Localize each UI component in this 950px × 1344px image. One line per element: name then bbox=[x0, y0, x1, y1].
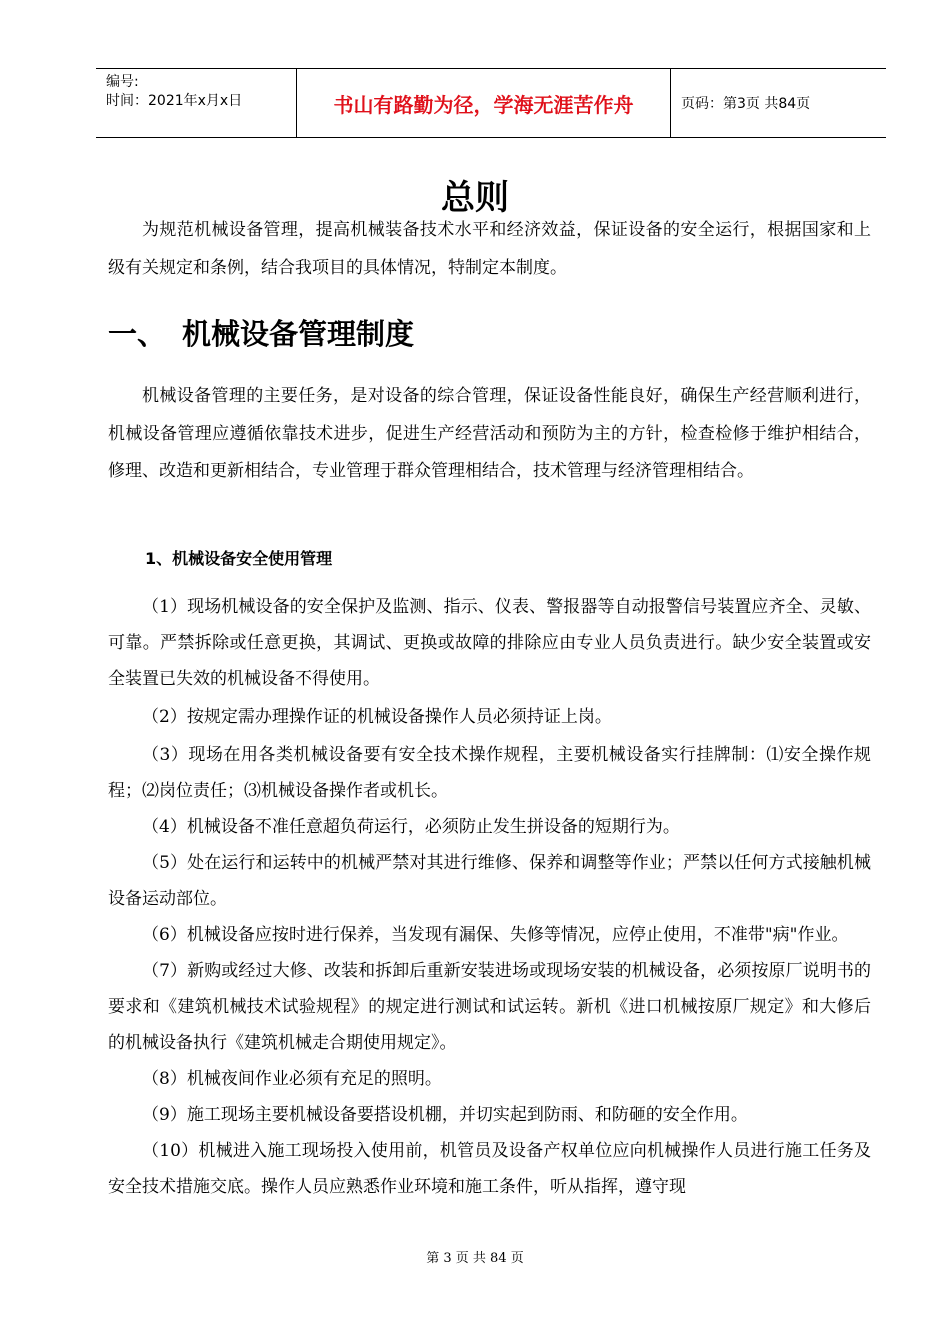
section-heading bbox=[108, 312, 414, 353]
rule-item: （5）处在运行和运转中的机械严禁对其进行维修、保养和调整等作业；严禁以任何方式接触机械设备运动部位。 bbox=[108, 853, 871, 909]
rule-item: （8）机械夜间作业必须有充足的照明。 bbox=[142, 1069, 442, 1089]
page-footer: 第 3 页 共 84 页 bbox=[426, 1251, 524, 1266]
section-body bbox=[108, 378, 871, 491]
rule-list bbox=[108, 589, 871, 1205]
rule-item: （7）新购或经过大修、改装和拆卸后重新安装进场或现场安装的机械设备，必须按原厂说明书的要求和《建筑机械技术试验规程》的规定进行测试和试运转。新机《进口机械按原厂规定》和大修后的机械设备执行《建筑机械走合期使用规定》。 bbox=[108, 961, 871, 1053]
rule-item: （4）机械设备不准任意超负荷运行，必须防止发生拼设备的短期行为。 bbox=[142, 817, 680, 837]
section-title: 机械设备管理制度 bbox=[182, 317, 415, 351]
section-number: 一、 bbox=[108, 317, 167, 351]
rule-item: （10）机械进入施工现场投入使用前，机管员及设备产权单位应向机械操作人员进行施工任务及安全技术措施交底。操作人员应熟悉作业环境和施工条件，听从指挥，遵守现 bbox=[108, 1141, 871, 1197]
header-page-info: 页码：第3页 共84页 bbox=[681, 96, 811, 112]
subsection-heading: 1、机械设备安全使用管理 bbox=[145, 549, 333, 568]
intro-paragraph: 为规范机械设备管理，提高机械装备技术水平和经济效益，保证设备的安全运行，根据国家和上级有关规定和条例，结合我项目的具体情况，特制定本制度。 bbox=[108, 220, 871, 278]
header-table bbox=[96, 68, 886, 138]
rule-item: （9）施工现场主要机械设备要搭设机棚，并切实起到防雨、和防砸的安全作用。 bbox=[142, 1105, 748, 1125]
section-body-paragraph: 机械设备管理的主要任务，是对设备的综合管理，保证设备性能良好，确保生产经营顺利进行，机械设备管理应遵循依靠技术进步，促进生产经营活动和预防为主的方针，检查检修于维护相结合，修理、改造和更新相结合，专业管理于群众管理相结合，技术管理与经济管理相结合。 bbox=[108, 386, 871, 481]
rule-item: （6）机械设备应按时进行保养，当发现有漏保、失修等情况，应停止使用，不准带"病"作业。 bbox=[142, 925, 849, 945]
header-meta bbox=[96, 69, 297, 137]
time-label: 时间：2021年x月x日 bbox=[106, 93, 243, 109]
rule-item: （3）现场在用各类机械设备要有安全技术操作规程，主要机械设备实行挂牌制：⑴安全操作规程；⑵岗位责任；⑶机械设备操作者或机长。 bbox=[108, 745, 871, 801]
document-title: 总则 bbox=[441, 178, 509, 218]
rule-item: （1）现场机械设备的安全保护及监测、指示、仪表、警报器等自动报警信号装置应齐全、灵敏、可靠。严禁拆除或任意更换，其调试、更换或故障的排除应由专业人员负责进行。缺少安全装置或安全装置已失效的机械设备不得使用。 bbox=[108, 597, 871, 689]
number-label: 编号: bbox=[106, 74, 139, 90]
header-motto: 书山有路勤为径，学海无涯苦作舟 bbox=[297, 69, 671, 137]
rule-item: （2）按规定需办理操作证的机械设备操作人员必须持证上岗。 bbox=[142, 707, 612, 727]
